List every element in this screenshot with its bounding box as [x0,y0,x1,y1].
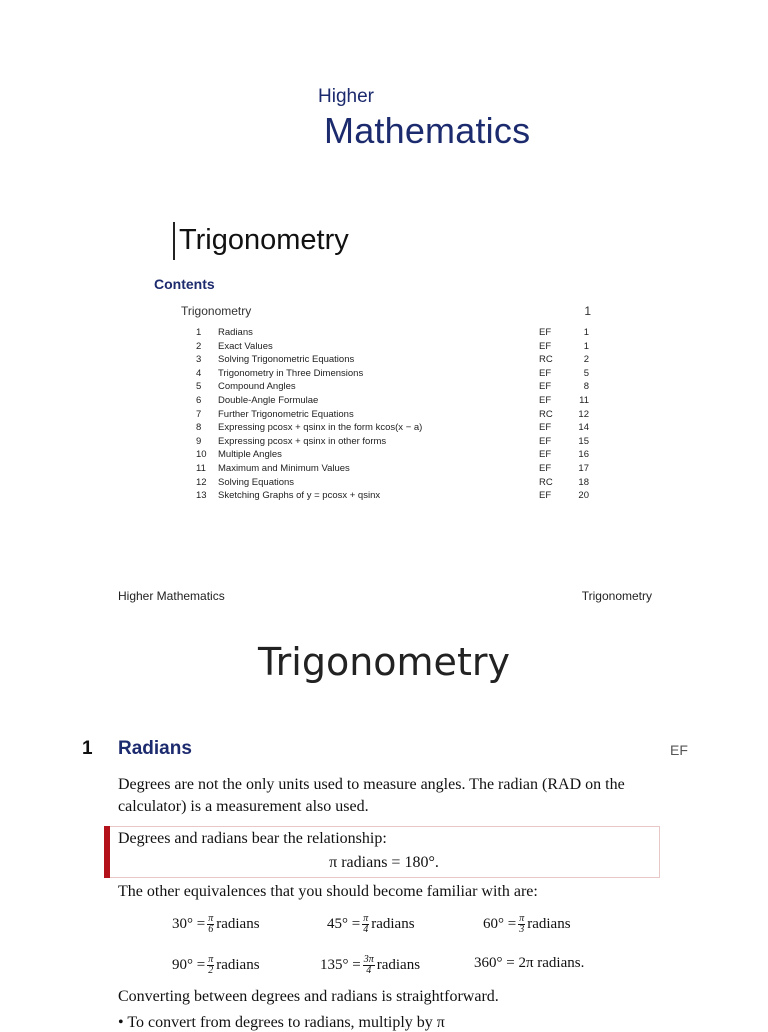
toc-entry[interactable] [196,340,589,354]
equivalence-item [172,955,260,976]
contents-heading: Contents [154,276,215,292]
fraction-numerator: π [208,913,214,924]
cover-mathematics-title: Mathematics [324,110,531,151]
toc-entry-code: RC [539,408,553,420]
toc-entry[interactable] [196,462,589,476]
toc-entry-number: 11 [196,462,206,474]
toc-entry-number: 1 [196,327,202,338]
toc-entry-title: Exact Values [218,340,273,352]
toc-entry[interactable] [196,435,589,449]
toc-entry-title: Expressing pcosx + qsinx in the form kcos(x − a) [218,422,423,434]
equivalence-fraction [207,955,214,976]
toc-entry-number: 4 [196,367,202,379]
equivalence-item [320,955,420,976]
toc-entry-number: 2 [196,340,202,352]
intro-paragraph: Degrees are not the only units used to measure angles. The radian (RAD on the calculator) is a measurement also used. [118,776,625,815]
equivalence-unit: radians [371,915,415,932]
toc-entry-code: EF [539,462,552,474]
toc-entry-number: 10 [196,449,207,461]
fraction-numerator: π [208,954,214,965]
toc-entry-page: 16 [578,449,589,461]
toc-entry-title: Radians [218,327,253,338]
toc-entry-code: EF [539,381,552,393]
toc-entry[interactable] [196,476,589,490]
equivalence-lhs: 360° = 2π radians. [474,955,585,971]
equivalence-unit: radians [216,956,260,973]
relationship-box-formula: π radians = 180°. [329,854,439,871]
fraction-denominator: 6 [208,924,214,935]
equivalence-item [483,914,571,935]
section-code: EF [670,742,688,758]
equivalence-lhs: 30° = [172,915,206,932]
toc-entry-title: Maximum and Minimum Values [218,462,350,474]
toc-entry-page: 15 [578,435,589,447]
toc-entry-title: Multiple Angles [218,449,282,461]
toc-entry[interactable] [196,408,589,422]
toc-entry-number: 8 [196,422,202,434]
convert-bullet: • To convert from degrees to radians, multiply by π [118,1014,445,1031]
running-header-left: Higher Mathematics [118,589,225,603]
toc-entry-title: Solving Equations [218,476,295,488]
equivalence-fraction [363,955,375,976]
equivalence-item [327,914,415,935]
equivalence-fraction [518,914,525,935]
equivalence-unit: radians [527,915,571,932]
equivalence-fraction [207,914,214,935]
fraction-numerator: π [519,913,525,924]
toc-entry[interactable] [196,380,589,394]
toc-entry-code: EF [539,327,552,338]
toc-entry-page: 5 [583,367,589,379]
cover-higher-label: Higher [318,86,374,107]
section-number: 1 [82,738,93,759]
toc-entry-page: 8 [583,381,589,393]
toc-entry[interactable] [196,448,589,462]
equivalence-lhs: 90° = [172,956,206,973]
toc-entry[interactable] [196,353,589,367]
toc-entry-page: 1 [583,327,589,338]
toc-entry-code: EF [539,435,552,447]
toc-entry-code: EF [539,367,552,379]
toc-entry[interactable] [196,367,589,381]
toc-main-entry[interactable] [181,304,591,318]
toc-entry-page: 14 [578,422,589,434]
toc-entry-page: 20 [578,490,589,502]
toc-entry-number: 6 [196,394,202,406]
equivalence-lhs: 45° = [327,915,361,932]
toc-entry-title: Trigonometry in Three Dimensions [218,367,364,379]
toc-entry-number: 3 [196,354,202,366]
toc-entry[interactable] [196,489,589,503]
toc-main-page: 1 [584,304,591,318]
toc-entry-page: 2 [583,354,589,366]
toc-entry[interactable] [196,326,589,340]
toc-entry[interactable] [196,394,589,408]
page-title: Trigonometry [258,640,510,684]
fraction-denominator: 2 [208,965,214,976]
toc-entry-title: Sketching Graphs of y = pcosx + qsinx [218,490,381,502]
fraction-denominator: 4 [363,924,369,935]
equivalence-item [474,955,584,972]
toc-entry-title: Solving Trigonometric Equations [218,354,355,366]
toc-entry-page: 1 [583,340,589,352]
toc-entry-code: EF [539,394,552,406]
equivalence-unit: radians [216,915,260,932]
fraction-denominator: 4 [366,965,372,976]
toc-entry-code: EF [539,490,552,502]
toc-entry-number: 5 [196,381,202,393]
toc-entry-page: 11 [579,394,589,406]
equivalence-lhs: 60° = [483,915,517,932]
toc-entry-title: Further Trigonometric Equations [218,408,354,420]
running-header-right: Trigonometry [581,589,652,603]
toc-entry-number: 7 [196,408,202,420]
toc-entry-code: RC [539,354,553,366]
toc-entry-page: 17 [578,462,589,474]
fraction-numerator: π [363,913,369,924]
toc-entry-code: EF [539,422,552,434]
topic-title: Trigonometry [179,224,349,256]
topic-title-bar [173,222,175,260]
equivalence-item [172,914,260,935]
toc-entry-number: 12 [196,476,207,488]
section-title: Radians [118,738,192,759]
equivalence-lhs: 135° = [320,956,361,973]
toc-entry-code: RC [539,476,553,488]
relationship-box-text: Degrees and radians bear the relationship: [118,830,387,847]
toc-entry-number: 13 [196,490,207,502]
toc-entry-code: EF [539,449,552,461]
toc-list [196,326,589,503]
toc-entry[interactable] [196,421,589,435]
toc-entry-code: EF [539,340,552,352]
fraction-denominator: 3 [519,924,525,935]
toc-entry-page: 12 [578,408,589,420]
fraction-numerator: 3π [363,954,374,965]
equivalence-unit: radians [376,956,421,973]
equivalence-fraction [362,914,369,935]
toc-entry-title: Double-Angle Formulae [218,394,319,406]
equivalences-intro: The other equivalences that you should become familiar with are: [118,883,538,900]
toc-entry-title: Expressing pcosx + qsinx in other forms [218,435,387,447]
toc-entry-number: 9 [196,435,202,447]
toc-entry-title: Compound Angles [218,381,296,393]
convert-paragraph: Converting between degrees and radians is straightforward. [118,988,499,1005]
toc-main-title: Trigonometry [181,304,252,318]
toc-entry-page: 18 [578,476,589,488]
